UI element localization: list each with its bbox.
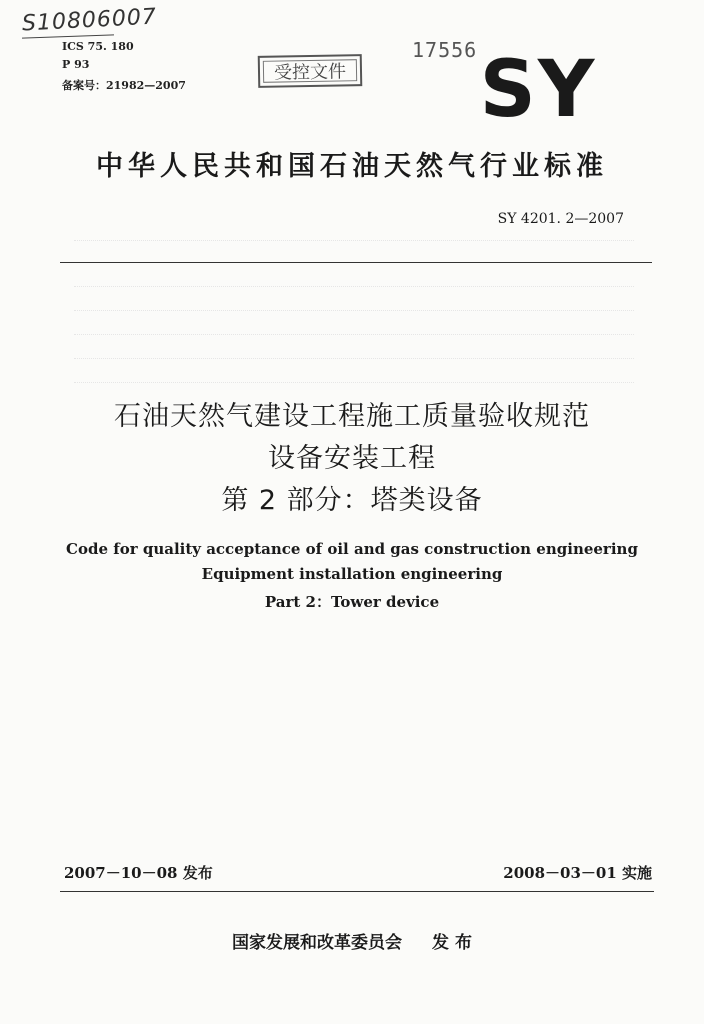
issuer-action: 发 布 (432, 933, 472, 953)
show-through-line (74, 286, 634, 287)
chinese-title-line-3: 第 2 部分：塔类设备 (221, 485, 483, 516)
english-title-line-1: Code for quality acceptance of oil and gas construction engineering (66, 540, 638, 558)
stamp-text: 受控文件 (273, 61, 347, 84)
ics-code: ICS 75. 180 (62, 40, 134, 53)
chinese-title-line-1: 石油天然气建设工程施工质量验收规范 (114, 401, 590, 432)
show-through-line (74, 382, 634, 383)
english-title-line-3: Part 2：Tower device (264, 593, 440, 611)
standard-number: SY 4201. 2—2007 (497, 211, 624, 227)
show-through-line (74, 310, 634, 311)
show-through-line (74, 240, 634, 241)
bottom-divider (60, 891, 654, 892)
sy-logo (476, 50, 600, 122)
show-through-line (74, 334, 634, 335)
issuer-name: 国家发展和改革委员会 (232, 933, 403, 953)
top-divider (60, 262, 652, 263)
implementation-date: 2008－03－01 实施 (503, 864, 652, 882)
handwritten-note: S10806007 (21, 4, 158, 37)
controlled-document-stamp (258, 54, 363, 88)
issue-date: 2007－10－08 发布 (64, 864, 213, 882)
issuer (0, 928, 704, 953)
show-through-line (74, 358, 634, 359)
record-number: 备案号：21982—2007 (62, 79, 186, 92)
stamp-number: 17556 (412, 38, 478, 62)
organization-title: 中华人民共和国石油天然气行业标准 (96, 151, 608, 182)
chinese-title-line-2: 设备安装工程 (268, 443, 436, 474)
sy-logo-text: SY (479, 50, 597, 122)
p-code: P 93 (62, 58, 90, 71)
english-title-line-2: Equipment installation engineering (201, 565, 503, 583)
